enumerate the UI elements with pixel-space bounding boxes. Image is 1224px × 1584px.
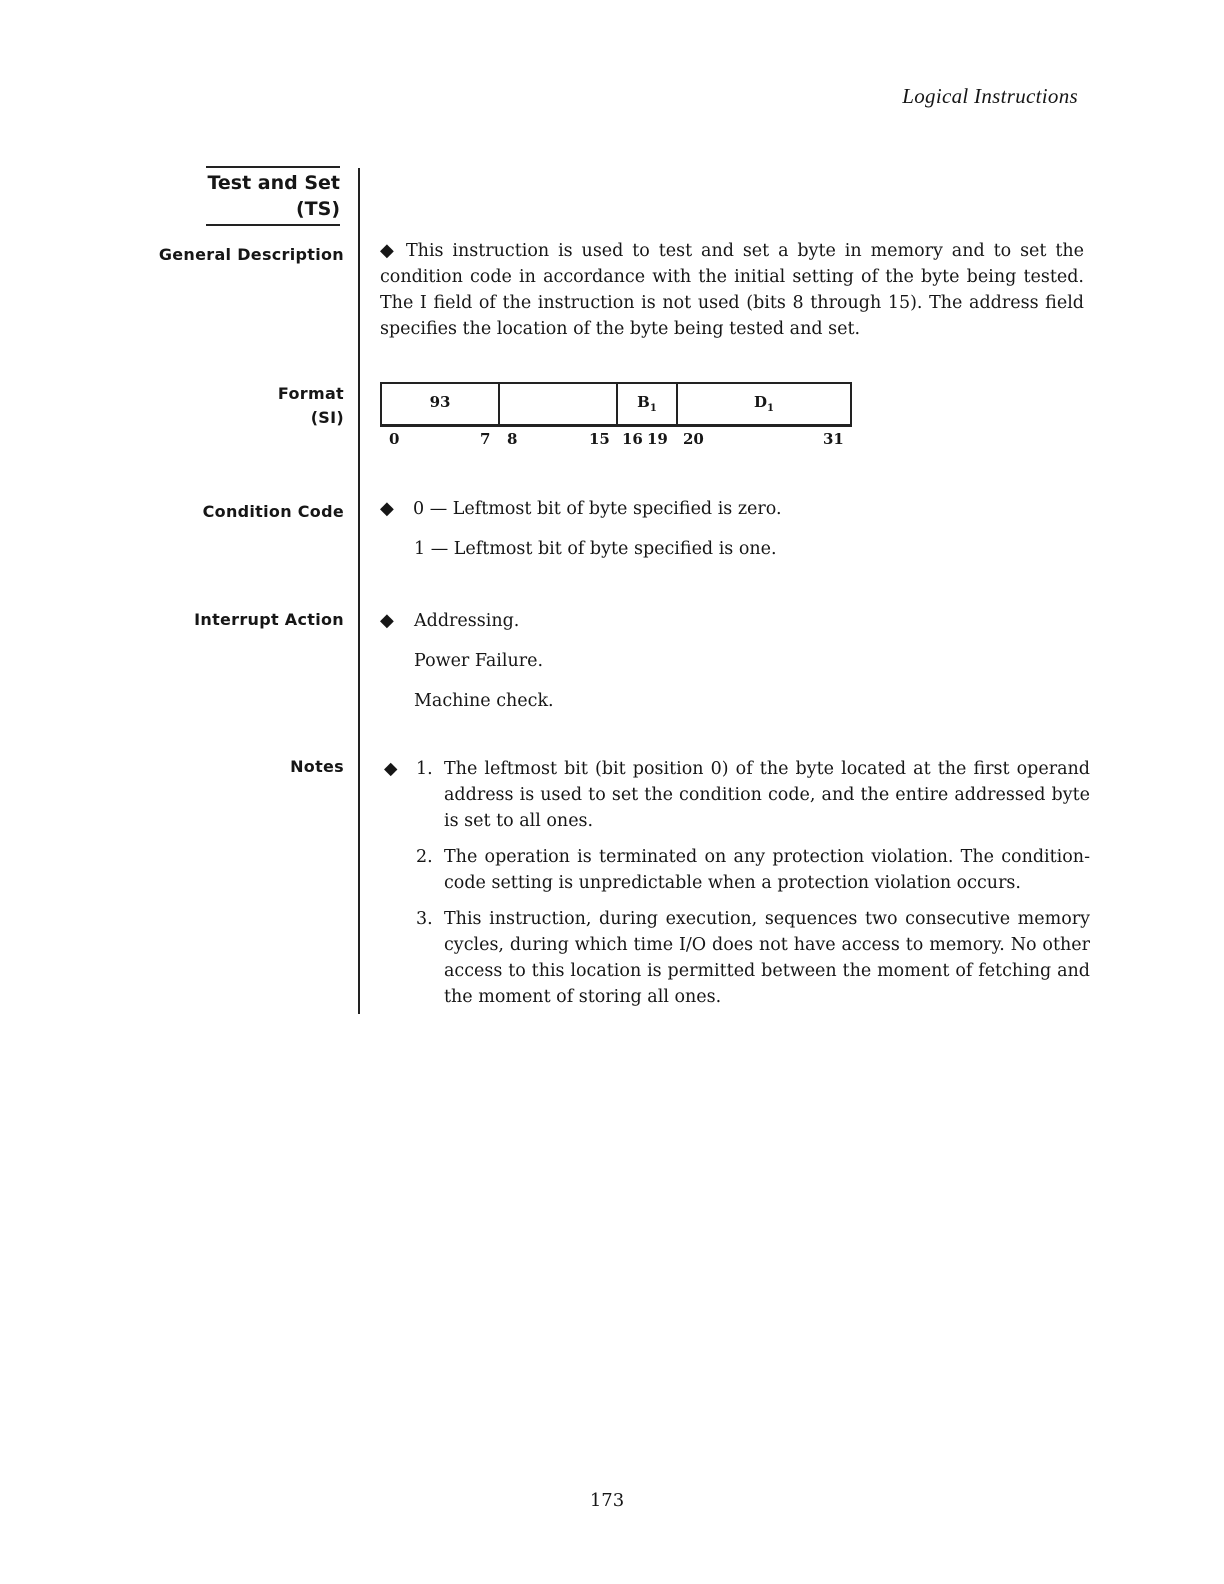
bit-number: 19: [647, 430, 668, 448]
interrupt-action-label: Interrupt Action: [194, 610, 344, 629]
general-description: [380, 238, 1084, 342]
diamond-bullet-icon: ◆: [380, 240, 394, 261]
format-field-b1-label: B: [637, 393, 650, 411]
running-header: Logical Instructions: [902, 84, 1078, 108]
note-item: [380, 756, 1090, 834]
condition-code-text: 0 — Leftmost bit of byte specified is zero.: [413, 499, 782, 519]
diamond-bullet-icon: ◆: [380, 498, 394, 519]
format-field-d1: [678, 384, 850, 424]
format-type-label: (SI): [310, 408, 344, 427]
note-item: [380, 906, 1090, 1010]
instruction-title-name: Test and Set: [207, 172, 340, 194]
format-field-b1: [618, 384, 678, 424]
format-field-i: [500, 384, 618, 424]
condition-code-line: 1 — Leftmost bit of byte specified is one.: [414, 539, 777, 559]
note-text: The operation is terminated on any protection violation. The condition-code setting is unpredictable when a protection violation occurs.: [444, 847, 1090, 893]
format-field-d1-label: D: [754, 393, 768, 411]
bit-number: 31: [823, 430, 844, 448]
bit-number: 8: [507, 430, 518, 448]
condition-code-label: Condition Code: [202, 502, 344, 521]
interrupt-action-line: Power Failure.: [414, 651, 544, 671]
diamond-bullet-icon: ◆: [380, 610, 394, 631]
bit-number: 20: [683, 430, 704, 448]
general-description-label: General Description: [158, 245, 344, 264]
format-field-d1-sub: 1: [767, 403, 774, 414]
bit-number: 7: [480, 430, 491, 448]
instruction-mnemonic: (TS): [295, 198, 340, 220]
instruction-title: [206, 166, 340, 226]
note-number: 2.: [416, 847, 433, 867]
interrupt-action-text: Addressing.: [414, 611, 520, 631]
note-number: 3.: [416, 909, 433, 929]
interrupt-action-line: [380, 608, 519, 634]
format-label: Format: [277, 384, 344, 403]
format-field-b1-sub: 1: [649, 403, 657, 414]
general-description-text: This instruction is used to test and set a byte in memory and to set the condition code in accordance with the initial setting of the byte being tested. The I field of the instruction is not used (bits 8 through 15). The address field specifies the location of the byte being tested and set.: [380, 241, 1084, 339]
notes-list: [380, 756, 1090, 1020]
note-text: The leftmost bit (bit position 0) of the byte located at the first operand address is used to set the condition code, and the entire addressed byte is set to all ones.: [444, 759, 1090, 831]
diamond-bullet-icon: ◆: [384, 759, 398, 779]
page-number: 173: [589, 1490, 625, 1511]
margin-rule: [358, 168, 360, 1014]
bit-number: 16: [622, 430, 643, 448]
condition-code-line: [380, 496, 782, 522]
note-text: This instruction, during execution, sequences two consecutive memory cycles, during which time I/O does not have access to memory. No other access to this location is permitted between the moment of fetching and the moment of storing all ones.: [444, 909, 1090, 1007]
interrupt-action-line: Machine check.: [414, 691, 554, 711]
format-field-opcode-label: 93: [429, 393, 451, 411]
note-item: [380, 844, 1090, 896]
instruction-format-diagram: [380, 382, 852, 427]
notes-label: Notes: [290, 757, 344, 776]
bit-number: 0: [389, 430, 400, 448]
note-number: 1.: [416, 759, 433, 779]
bit-number: 15: [589, 430, 610, 448]
format-field-opcode: [382, 384, 500, 424]
